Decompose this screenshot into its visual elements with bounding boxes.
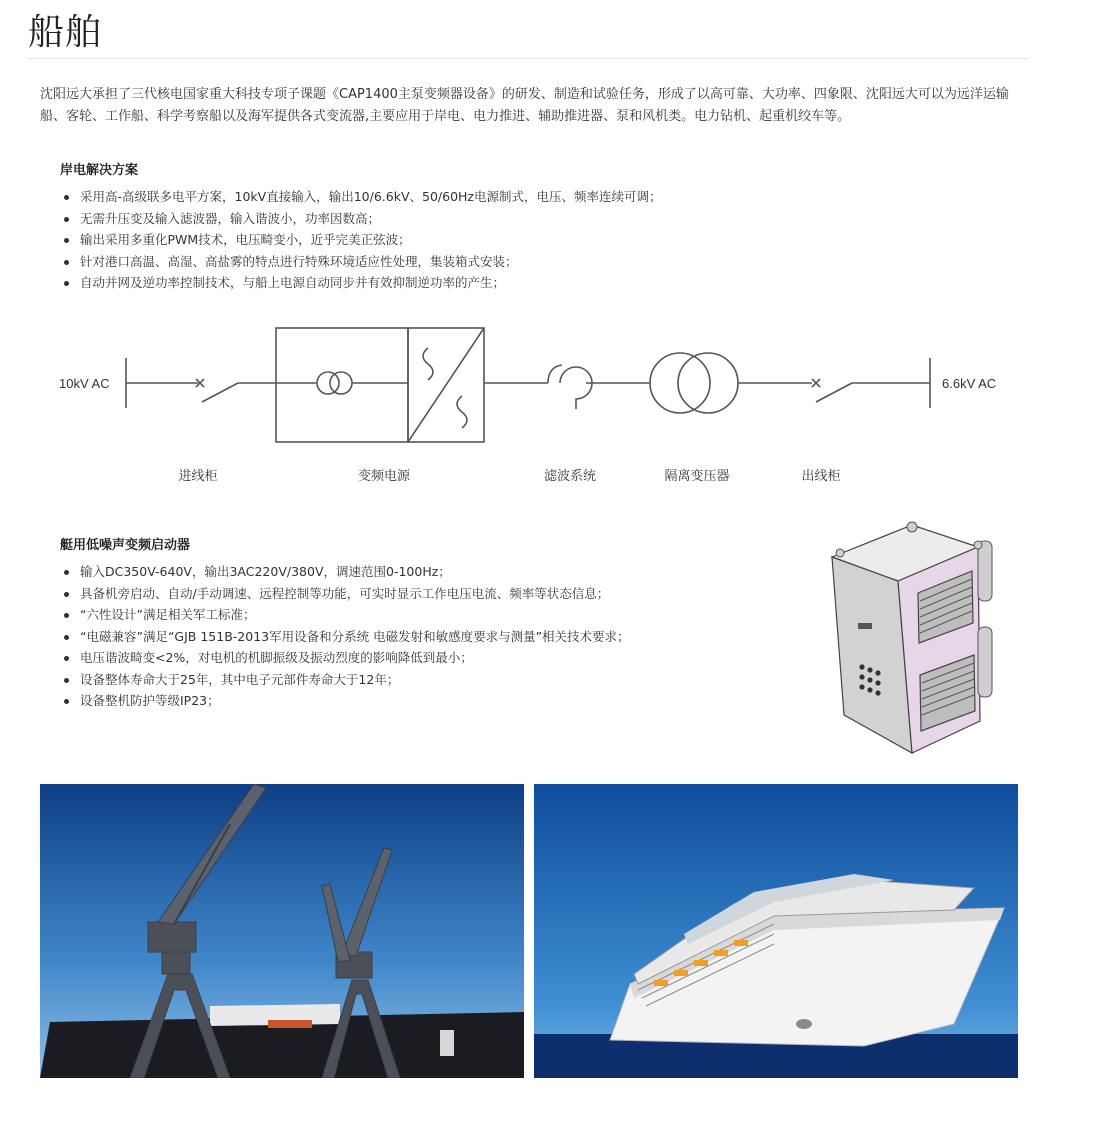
list-item: 输入DC350V-640V，输出3AC220V/380V，调速范围0-100Hz； (62, 561, 630, 583)
input-switch-blade (202, 383, 238, 402)
list-item: 针对港口高温、高湿、高盐雾的特点进行特殊环境适应性处理，集装箱式安装； (62, 251, 661, 273)
list-item: 输出采用多重化PWM技术，电压畸变小，近乎完美正弦波； (62, 229, 661, 251)
diagram-caption-transformer: 隔离变压器 (664, 469, 730, 484)
cruise-ship-photo (534, 784, 1018, 1078)
list-item: “六性设计”满足相关军工标准； (62, 604, 630, 626)
filter-symbol (560, 367, 592, 409)
converter-box (276, 328, 408, 442)
starter-cabinet-image (820, 515, 1000, 760)
output-voltage-label: 6.6kV AC (942, 376, 997, 391)
title-divider (28, 58, 1028, 59)
list-item: 具备机旁启动、自动/手动调速、远程控制等功能，可实时显示工作电压电流、频率等状态信息； (62, 583, 630, 605)
list-item: 电压谐波畸变<2%，对电机的机脚振级及振动烈度的影响降低到最小； (62, 647, 630, 669)
diagram-caption-incoming-cabinet: 进线柜 (178, 469, 218, 484)
list-item: “电磁兼容”满足“GJB 151B-2013军用设备和分系统 电磁发射和敏感度要求与测量”相关技术要求； (62, 626, 630, 648)
input-voltage-label: 10kV AC (59, 376, 110, 391)
converter-transformer-coil-a (317, 372, 339, 394)
isolation-transformer-secondary (678, 353, 738, 413)
section-title-shore-power: 岸电解决方案 (60, 163, 139, 178)
list-item: 设备整机防护等级IP23； (62, 690, 630, 712)
shore-power-diagram (40, 310, 1040, 500)
list-item: 自动并网及逆功率控制技术，与船上电源自动同步并有效抑制逆功率的产生； (62, 272, 661, 294)
diagram-caption-converter: 变频电源 (357, 469, 411, 484)
diagram-caption-outgoing-cabinet: 出线柜 (801, 469, 841, 484)
list-item: 无需升压变及输入滤波器，输入谐波小，功率因数高； (62, 208, 661, 230)
shore-power-feature-list (62, 186, 661, 294)
port-cranes-photo (40, 784, 524, 1078)
isolation-transformer-primary (650, 353, 710, 413)
page-title: 船舶 (28, 12, 103, 53)
list-item: 设备整体寿命大于25年，其中电子元部件寿命大于12年； (62, 669, 630, 691)
list-item: 采用高-高级联多电平方案，10kV直接输入，输出10/6.6kV、50/60Hz电源制式，电压、频率连续可调； (62, 186, 661, 208)
diagram-caption-filter: 滤波系统 (543, 469, 597, 484)
converter-transformer-coil-b (330, 372, 352, 394)
starter-feature-list (62, 561, 630, 712)
section-title-starter: 艇用低噪声变频启动器 (60, 538, 191, 553)
intro-paragraph: 沈阳远大承担了三代核电国家重大科技专项子课题《CAP1400主泵变频器设备》的研发、制造和试验任务，形成了以高可靠、大功率、四象限、沈阳远大可以为远洋运输船、客轮、工作船、科学考察船以及海军提供各式变流器,主要应用于岸电、电力推进、辅助推进器、泵和风机类。电力钻机、起重机绞车等。 (40, 87, 1009, 124)
output-switch-blade (816, 383, 852, 402)
